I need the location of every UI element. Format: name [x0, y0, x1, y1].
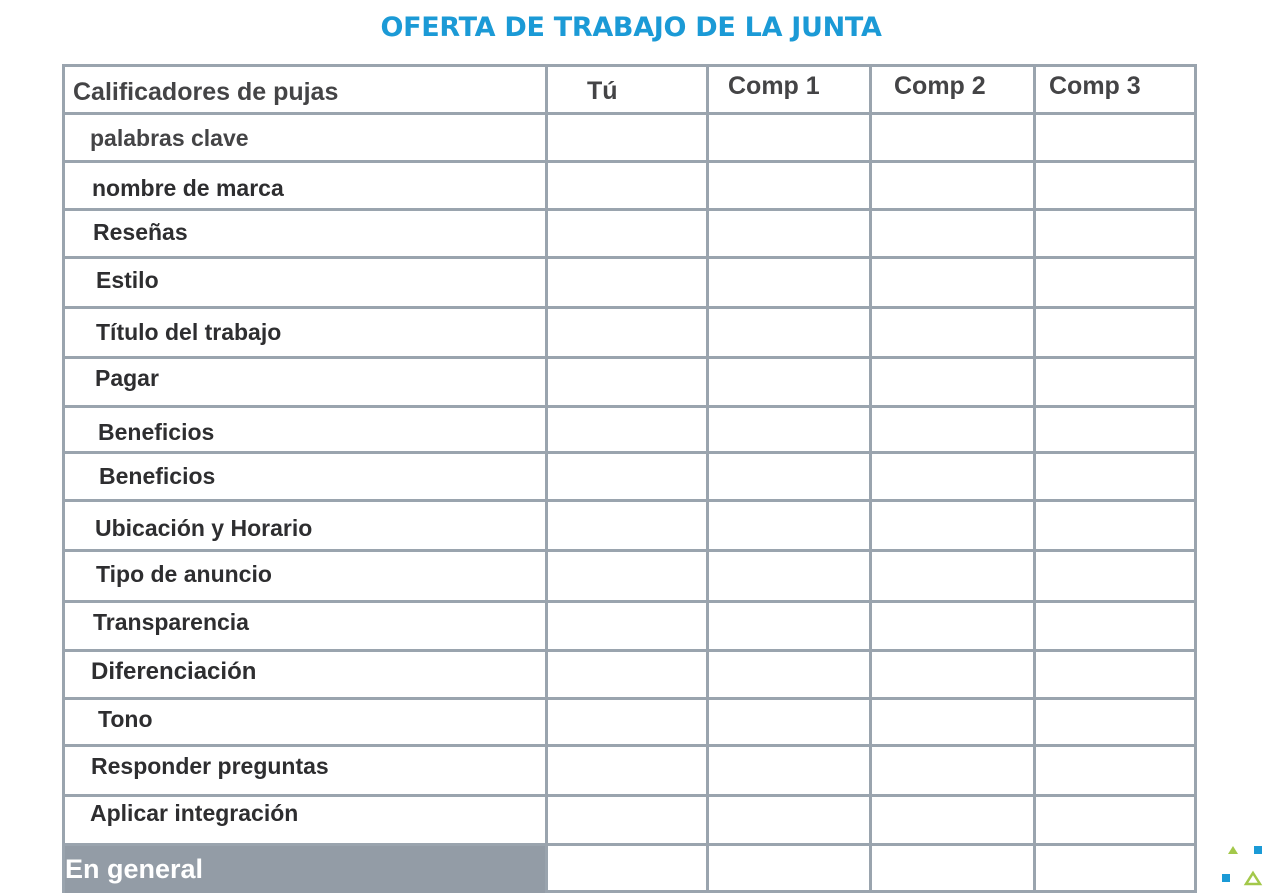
square-icon — [1222, 874, 1230, 882]
overall-cell-comp3[interactable] — [1036, 846, 1194, 893]
row-label-cell — [65, 359, 548, 405]
row-label-cell — [65, 115, 548, 160]
column-header-comp3: Comp 3 — [1049, 72, 1141, 100]
score-cell-comp2[interactable] — [872, 115, 1036, 160]
table-row — [65, 359, 1194, 408]
score-cell-comp3[interactable] — [1036, 259, 1194, 306]
row-label: Ubicación y Horario — [95, 515, 313, 541]
score-cell-comp1[interactable] — [709, 359, 872, 405]
score-cell-you[interactable] — [548, 359, 709, 405]
score-cell-comp3[interactable] — [1036, 797, 1194, 843]
score-cell-you[interactable] — [548, 502, 709, 549]
row-label: Beneficios — [99, 463, 216, 489]
row-label: Beneficios — [98, 419, 215, 445]
row-label: Diferenciación — [91, 658, 257, 685]
score-cell-comp3[interactable] — [1036, 502, 1194, 549]
table-row — [65, 454, 1194, 502]
overall-cell-comp1[interactable] — [709, 846, 872, 893]
score-cell-you[interactable] — [548, 700, 709, 744]
score-cell-comp3[interactable] — [1036, 603, 1194, 649]
row-label-cell — [65, 259, 548, 306]
row-label: Pagar — [95, 365, 159, 391]
score-cell-comp3[interactable] — [1036, 454, 1194, 499]
score-cell-comp3[interactable] — [1036, 163, 1194, 208]
score-cell-comp2[interactable] — [872, 163, 1036, 208]
score-cell-comp1[interactable] — [709, 700, 872, 744]
table-row — [65, 259, 1194, 309]
column-header-comp1: Comp 1 — [728, 72, 820, 100]
score-cell-comp2[interactable] — [872, 211, 1036, 256]
square-icon — [1254, 846, 1262, 854]
decorative-shapes — [1222, 840, 1268, 890]
score-cell-comp1[interactable] — [709, 259, 872, 306]
overall-cell-you[interactable] — [548, 846, 709, 893]
row-label: Reseñas — [93, 219, 188, 245]
score-cell-you[interactable] — [548, 747, 709, 794]
score-cell-comp2[interactable] — [872, 454, 1036, 499]
score-cell-comp2[interactable] — [872, 797, 1036, 843]
score-cell-comp1[interactable] — [709, 603, 872, 649]
overall-cell-comp2[interactable] — [872, 846, 1036, 893]
score-cell-comp1[interactable] — [709, 408, 872, 451]
triangle-filled-icon — [1228, 846, 1238, 854]
table-row — [65, 309, 1194, 359]
score-cell-comp2[interactable] — [872, 502, 1036, 549]
table-row — [65, 652, 1194, 700]
row-label: Responder preguntas — [91, 753, 329, 779]
score-cell-comp3[interactable] — [1036, 309, 1194, 356]
score-cell-comp2[interactable] — [872, 309, 1036, 356]
overall-label: En general — [65, 854, 204, 884]
score-cell-you[interactable] — [548, 454, 709, 499]
score-cell-comp1[interactable] — [709, 115, 872, 160]
row-label: Título del trabajo — [96, 319, 282, 345]
score-cell-comp3[interactable] — [1036, 211, 1194, 256]
score-cell-comp1[interactable] — [709, 652, 872, 697]
score-cell-comp2[interactable] — [872, 603, 1036, 649]
header-label: Calificadores de pujas — [73, 78, 339, 106]
score-cell-comp3[interactable] — [1036, 552, 1194, 600]
table-row — [65, 211, 1194, 259]
score-cell-comp3[interactable] — [1036, 700, 1194, 744]
score-cell-comp1[interactable] — [709, 454, 872, 499]
score-cell-you[interactable] — [548, 552, 709, 600]
score-cell-comp2[interactable] — [872, 259, 1036, 306]
table-row — [65, 747, 1194, 797]
table-row — [65, 700, 1194, 747]
row-label: nombre de marca — [92, 175, 284, 201]
column-header-you: Tú — [587, 77, 618, 105]
score-cell-comp1[interactable] — [709, 309, 872, 356]
table-row — [65, 502, 1194, 552]
score-cell-comp1[interactable] — [709, 747, 872, 794]
score-cell-comp3[interactable] — [1036, 408, 1194, 451]
triangle-outline-icon — [1246, 873, 1260, 884]
score-cell-comp2[interactable] — [872, 747, 1036, 794]
table-header-row — [65, 67, 1194, 115]
score-cell-comp2[interactable] — [872, 700, 1036, 744]
score-cell-comp2[interactable] — [872, 652, 1036, 697]
score-cell-comp1[interactable] — [709, 797, 872, 843]
score-cell-you[interactable] — [548, 211, 709, 256]
table-row — [65, 797, 1194, 846]
row-label: Estilo — [96, 267, 159, 293]
overall-row — [65, 846, 1194, 893]
row-label: Transparencia — [93, 609, 249, 635]
score-cell-comp3[interactable] — [1036, 652, 1194, 697]
score-cell-you[interactable] — [548, 115, 709, 160]
row-label-cell — [65, 408, 548, 451]
row-label-cell — [65, 163, 548, 208]
row-label: Aplicar integración — [90, 800, 299, 826]
row-label-cell — [65, 747, 548, 794]
row-label: Tono — [98, 706, 153, 732]
comparison-table — [62, 64, 1197, 893]
table-row — [65, 603, 1194, 652]
row-label-cell — [65, 652, 548, 697]
score-cell-you[interactable] — [548, 603, 709, 649]
row-label: palabras clave — [90, 125, 249, 151]
table-row — [65, 115, 1194, 163]
score-cell-comp1[interactable] — [709, 502, 872, 549]
row-label-cell — [65, 211, 548, 256]
row-label-cell — [65, 603, 548, 649]
table-row — [65, 552, 1194, 603]
score-cell-comp2[interactable] — [872, 359, 1036, 405]
table-row — [65, 163, 1194, 211]
score-cell-comp1[interactable] — [709, 211, 872, 256]
header-cell-comp2 — [872, 67, 1036, 112]
row-label-cell — [65, 552, 548, 600]
row-label: Tipo de anuncio — [96, 561, 272, 587]
score-cell-you[interactable] — [548, 163, 709, 208]
score-cell-you[interactable] — [548, 408, 709, 451]
row-label-cell — [65, 454, 548, 499]
row-label-cell — [65, 797, 548, 843]
header-cell-qualifiers — [65, 67, 548, 112]
score-cell-comp3[interactable] — [1036, 747, 1194, 794]
score-cell-comp2[interactable] — [872, 552, 1036, 600]
header-cell-comp3 — [1036, 67, 1194, 112]
row-label-cell — [65, 700, 548, 744]
score-cell-comp3[interactable] — [1036, 359, 1194, 405]
header-cell-comp1 — [709, 67, 872, 112]
row-label-cell — [65, 309, 548, 356]
column-header-comp2: Comp 2 — [894, 72, 986, 100]
score-cell-comp3[interactable] — [1036, 115, 1194, 160]
score-cell-comp2[interactable] — [872, 408, 1036, 451]
header-cell-you — [548, 67, 709, 112]
table-row — [65, 408, 1194, 454]
score-cell-you[interactable] — [548, 259, 709, 306]
row-label-cell — [65, 502, 548, 549]
score-cell-you[interactable] — [548, 797, 709, 843]
page-title: OFERTA DE TRABAJO DE LA JUNTA — [380, 12, 882, 43]
score-cell-you[interactable] — [548, 309, 709, 356]
score-cell-comp1[interactable] — [709, 163, 872, 208]
overall-label-cell — [65, 846, 548, 893]
score-cell-you[interactable] — [548, 652, 709, 697]
score-cell-comp1[interactable] — [709, 552, 872, 600]
